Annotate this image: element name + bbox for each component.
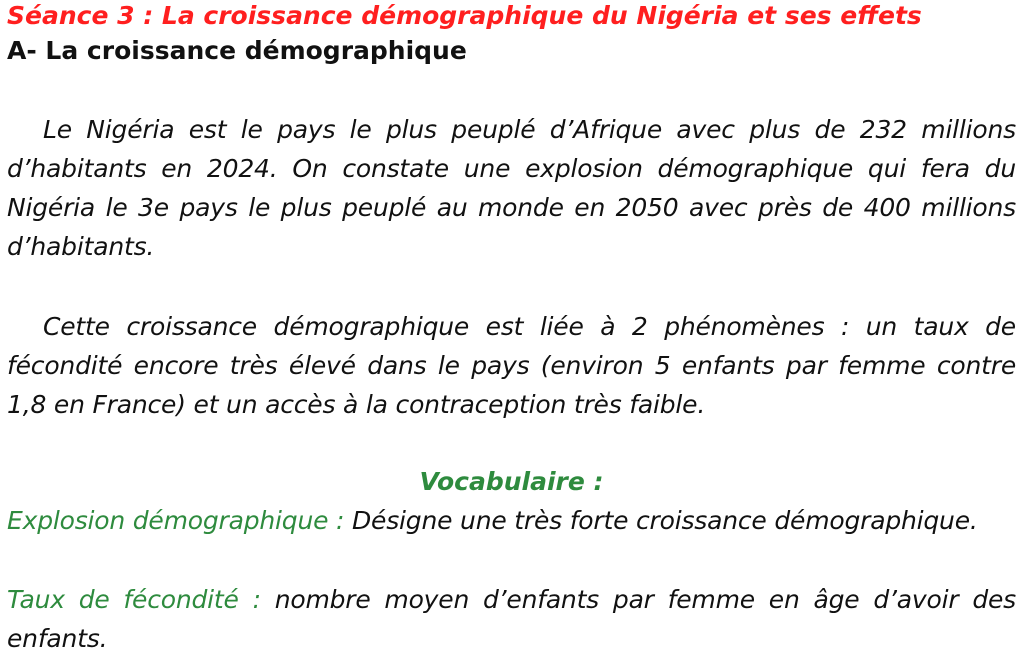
vocabulary-entry — [7, 501, 1016, 540]
vocabulary-entry — [7, 580, 1016, 658]
vocabulary-term: Taux de fécondité : — [7, 585, 261, 614]
lesson-title: Séance 3 : La croissance démographique du Nigéria et ses effets — [7, 1, 922, 30]
vocabulary-term: Explosion démographique : — [7, 506, 345, 535]
vocabulary-definition: Désigne une très forte croissance démographique. — [352, 506, 978, 535]
vocabulary-heading: Vocabulaire : — [419, 467, 604, 496]
section-heading: A- La croissance démographique — [7, 36, 467, 65]
vocabulary-definition: nombre moyen d’enfants par femme en âge d’avoir des enfants. — [7, 585, 1016, 653]
paragraph-population: Le Nigéria est le pays le plus peuplé d’Afrique avec plus de 232 millions d’habitants en 2024. On constate une explosion démographique qui fera du Nigéria le 3e pays le plus peuplé au monde en 2050 avec près de 400 millions d’habitants. — [7, 115, 1016, 261]
paragraph-causes: Cette croissance démographique est liée à 2 phénomènes : un taux de fécondité encore très élevé dans le pays (environ 5 enfants par femme contre 1,8 en France) et un accès à la contraception très faible. — [7, 312, 1016, 419]
